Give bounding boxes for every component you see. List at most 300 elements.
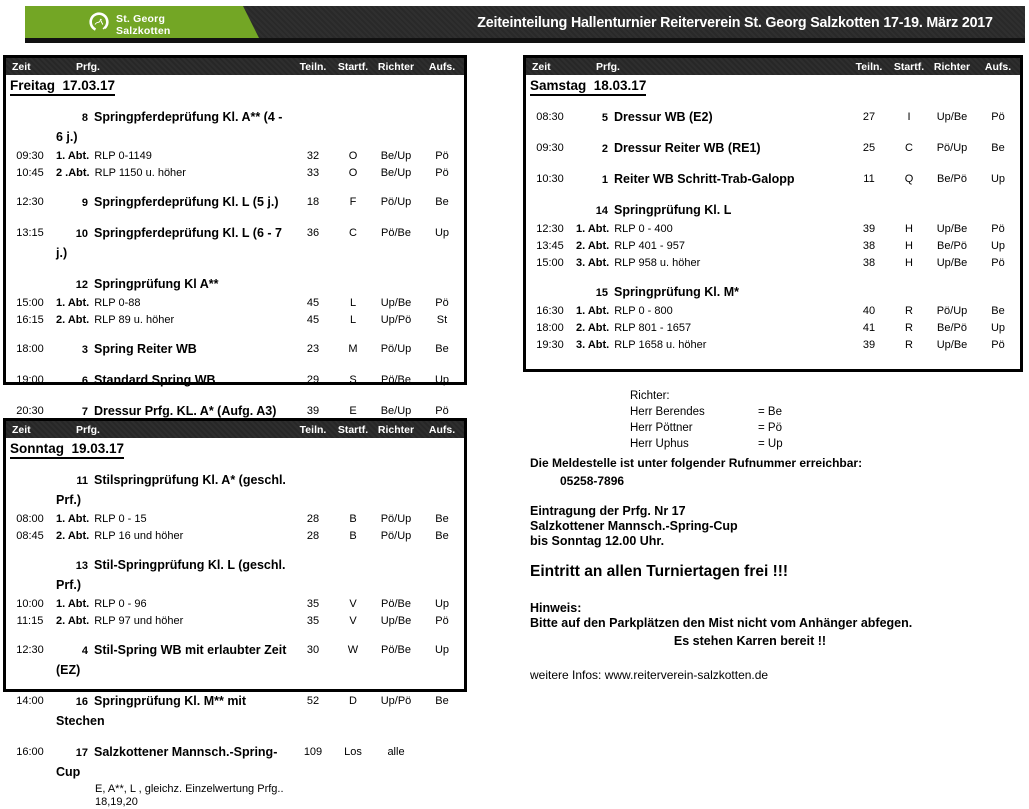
table-row xyxy=(6,596,464,613)
prfg-cell xyxy=(574,303,848,320)
teiln-cell: 41 xyxy=(862,322,876,334)
aufs-cell: Pö xyxy=(435,405,449,417)
aufs-cell: St xyxy=(436,314,448,326)
prfg-text: RLP 958 u. höher xyxy=(614,257,701,269)
prfg-title: Springprüfung Kl A** xyxy=(94,277,219,291)
eintragung-line3: bis Sonntag 12.00 Uhr. xyxy=(530,534,665,548)
table-row xyxy=(526,139,1020,159)
table-row xyxy=(6,692,464,732)
col-prfg: Prfg. xyxy=(76,423,100,436)
club-logo-text xyxy=(116,13,171,37)
prfg-cell xyxy=(54,596,292,613)
aufs-cell: Pö xyxy=(991,111,1005,123)
hinweis-line1: Bitte auf den Parkplätzen den Mist nicht vom Anhänger abfegen. xyxy=(530,616,913,630)
prfg-text: RLP 0-1149 xyxy=(94,150,152,162)
zeit-cell: 09:30 xyxy=(536,142,564,154)
startf-cell: R xyxy=(905,339,913,351)
col-aufs: Aufs. xyxy=(984,60,1012,73)
prfg-cell xyxy=(574,221,848,238)
prfg-text: RLP 0 - 400 xyxy=(614,223,673,235)
prfg-number: 14 xyxy=(595,205,608,217)
richter-cell: Be/Pö xyxy=(937,240,967,252)
zeit-cell: 16:15 xyxy=(16,314,44,326)
prfg-cell xyxy=(54,743,292,809)
prfg-cell xyxy=(574,320,848,337)
zeit-cell: 20:30 xyxy=(16,405,44,417)
zeit-cell: 18:00 xyxy=(16,343,44,355)
prfg-title: Dressur Prfg. KL. A* (Aufg. A3) xyxy=(94,404,277,418)
teiln-cell: 11 xyxy=(863,173,875,185)
aufs-cell: Pö xyxy=(991,223,1005,235)
prfg-number: 12 xyxy=(75,279,88,291)
aufs-cell: Be xyxy=(991,305,1005,317)
table-body xyxy=(526,108,1020,354)
schedule-table-sonntag xyxy=(3,418,467,808)
richter-legend-row xyxy=(630,436,783,452)
richter-cell: Pö/Be xyxy=(381,227,411,239)
richter-name: Herr Uphus xyxy=(630,438,689,450)
richter-code: = Be xyxy=(758,406,782,418)
col-richter: Richter xyxy=(377,60,415,73)
abt-label: 2. Abt. xyxy=(56,314,90,326)
eintritt-note: Eintritt an allen Turniertagen frei !!! xyxy=(530,563,789,580)
table-row xyxy=(6,165,464,182)
teiln-cell: 27 xyxy=(862,111,876,123)
abt-label: 3. Abt. xyxy=(576,257,610,269)
aufs-cell: Pö xyxy=(991,339,1005,351)
aufs-cell: Be xyxy=(435,530,449,542)
day-label-freitag: Freitag 17.03.17 xyxy=(10,78,115,96)
zeit-cell: 13:15 xyxy=(16,227,44,239)
abt-label: 3. Abt. xyxy=(576,339,610,351)
prfg-cell xyxy=(54,471,292,511)
prfg-text: RLP 0 - 800 xyxy=(614,305,673,317)
banner-bottom-strip xyxy=(25,38,1025,43)
richter-cell: Be/Up xyxy=(380,150,412,162)
teiln-cell: 45 xyxy=(306,297,320,309)
startf-cell: V xyxy=(349,615,357,627)
startf-cell: C xyxy=(349,227,357,239)
prfg-cell xyxy=(574,238,848,255)
abt-label: 1. Abt. xyxy=(56,150,90,162)
zeit-cell: 12:30 xyxy=(16,644,44,656)
startf-cell: L xyxy=(349,297,357,309)
prfg-cell xyxy=(54,511,292,528)
startf-cell: H xyxy=(905,257,913,269)
prfg-title: Reiter WB Schritt-Trab-Galopp xyxy=(614,172,795,186)
startf-cell: R xyxy=(905,305,913,317)
teiln-cell: 25 xyxy=(862,142,876,154)
prfg-text: RLP 0 - 15 xyxy=(94,513,147,525)
richter-cell: alle xyxy=(387,746,405,758)
startf-cell: W xyxy=(347,644,359,656)
startf-cell: O xyxy=(348,150,358,162)
startf-cell: V xyxy=(349,598,357,610)
prfg-text: RLP 1658 u. höher xyxy=(614,339,707,351)
teiln-cell: 35 xyxy=(306,598,320,610)
prfg-number: 5 xyxy=(601,112,608,124)
zeit-cell: 16:30 xyxy=(536,305,564,317)
table-row xyxy=(6,528,464,545)
abt-label: 2. Abt. xyxy=(56,615,90,627)
zeit-cell: 12:30 xyxy=(536,223,564,235)
col-prfg: Prfg. xyxy=(76,60,100,73)
header-banner xyxy=(25,6,1025,38)
col-teiln: Teiln. xyxy=(299,60,327,73)
prfg-number: 7 xyxy=(81,406,88,418)
table-row xyxy=(526,337,1020,354)
richter-name: Herr Berendes xyxy=(630,406,705,418)
aufs-cell: Up xyxy=(434,598,450,610)
prfg-cell xyxy=(54,295,292,312)
prfg-cell xyxy=(54,224,292,264)
zeit-cell: 11:15 xyxy=(16,615,44,627)
startf-cell: F xyxy=(349,196,357,208)
table-row xyxy=(6,556,464,596)
richter-legend xyxy=(630,388,783,452)
prfg-cell xyxy=(54,312,292,329)
prfg-title: Stil-Springprüfung Kl. L (geschl. Prf.) xyxy=(56,558,286,592)
prfg-cell xyxy=(54,641,292,681)
teiln-cell: 28 xyxy=(306,513,320,525)
richter-cell: Up/Be xyxy=(936,257,968,269)
col-startf: Startf. xyxy=(337,423,369,436)
richter-cell: Be/Pö xyxy=(937,173,967,185)
zeit-cell: 10:30 xyxy=(536,173,564,185)
zeit-cell: 08:45 xyxy=(16,530,44,542)
prfg-text: RLP 801 - 1657 xyxy=(614,322,692,334)
startf-cell: M xyxy=(348,343,358,355)
table-header xyxy=(6,58,464,75)
table-row xyxy=(6,148,464,165)
prfg-title: Springprüfung Kl. M* xyxy=(614,285,739,299)
richter-cell: Up/Pö xyxy=(380,314,412,326)
prfg-cell xyxy=(54,275,292,295)
prfg-title: Dressur WB (E2) xyxy=(614,110,713,124)
startf-cell: S xyxy=(349,374,357,386)
prfg-cell xyxy=(54,148,292,165)
abt-label: 1. Abt. xyxy=(576,305,610,317)
richter-cell: Pö/Up xyxy=(936,305,968,317)
zeit-cell: 10:45 xyxy=(16,167,44,179)
schedule-table-freitag xyxy=(3,55,467,418)
richter-legend-row xyxy=(630,404,783,420)
prfg-number: 6 xyxy=(81,375,88,387)
teiln-cell: 32 xyxy=(306,150,320,162)
aufs-cell: Up xyxy=(434,644,450,656)
richter-cell: Be/Pö xyxy=(937,322,967,334)
zeit-cell: 15:00 xyxy=(16,297,44,309)
prfg-cell xyxy=(54,613,292,630)
day-label-samstag: Samstag 18.03.17 xyxy=(530,78,646,96)
prfg-title: Stilspringprüfung Kl. A* (geschl. Prf.) xyxy=(56,473,286,507)
prfg-number: 4 xyxy=(81,645,88,657)
prfg-text: RLP 16 und höher xyxy=(94,530,184,542)
weitere-infos: weitere Infos: www.reiterverein-salzkotten.de xyxy=(530,668,769,682)
zeit-cell: 19:30 xyxy=(536,339,564,351)
zeit-cell: 08:00 xyxy=(16,513,44,525)
prfg-title: Springprüfung Kl. M** mit Stechen xyxy=(56,694,247,728)
prfg-cell xyxy=(54,108,292,148)
startf-cell: R xyxy=(905,322,913,334)
table-row xyxy=(526,255,1020,272)
prfg-title: Stil-Spring WB mit erlaubter Zeit (EZ) xyxy=(56,643,287,677)
teiln-cell: 109 xyxy=(303,746,323,758)
col-zeit: Zeit xyxy=(12,423,31,436)
club-name-line1: St. Georg xyxy=(116,12,166,25)
club-logo xyxy=(87,10,171,39)
prfg-text: RLP 89 u. höher xyxy=(94,314,175,326)
teiln-cell: 23 xyxy=(306,343,320,355)
teiln-cell: 40 xyxy=(862,305,876,317)
col-richter: Richter xyxy=(377,423,415,436)
aufs-cell: Up xyxy=(990,173,1006,185)
day-label-sonntag: Sonntag 19.03.17 xyxy=(10,441,124,459)
table-row xyxy=(526,170,1020,190)
horseshoe-rider-icon xyxy=(87,10,111,39)
richter-cell: Be/Up xyxy=(380,167,412,179)
richter-cell: Up/Be xyxy=(936,223,968,235)
table-row xyxy=(6,371,464,391)
zeit-cell: 09:30 xyxy=(16,150,44,162)
abt-label: 1. Abt. xyxy=(56,598,90,610)
zeit-cell: 12:30 xyxy=(16,196,44,208)
startf-cell: L xyxy=(349,314,357,326)
abt-label: 2. Abt. xyxy=(576,322,610,334)
zeit-cell: 16:00 xyxy=(16,746,44,758)
abt-label: 2. Abt. xyxy=(576,240,610,252)
page-title: Zeiteinteilung Hallenturnier Reiterverein St. Georg Salzkotten 17-19. März 2017 xyxy=(477,13,993,31)
teiln-cell: 45 xyxy=(306,314,320,326)
table-row xyxy=(6,511,464,528)
aufs-cell: Pö xyxy=(435,615,449,627)
prfg-cell xyxy=(574,337,848,354)
prfg-title: Spring Reiter WB xyxy=(94,342,197,356)
table-row xyxy=(6,275,464,295)
eintragung-line2: Salzkottener Mannsch.-Spring-Cup xyxy=(530,519,738,533)
table-row xyxy=(6,641,464,681)
richter-cell: Pö/Up xyxy=(380,196,412,208)
startf-cell: H xyxy=(905,223,913,235)
abt-label: 1. Abt. xyxy=(56,297,90,309)
prfg-cell xyxy=(54,556,292,596)
prfg-cell xyxy=(54,193,292,213)
table-row xyxy=(526,303,1020,320)
day-row xyxy=(6,438,464,460)
startf-cell: H xyxy=(905,240,913,252)
col-aufs: Aufs. xyxy=(428,60,456,73)
prfg-number: 3 xyxy=(81,344,88,356)
abt-label: 1. Abt. xyxy=(56,513,90,525)
startf-cell: D xyxy=(349,695,357,707)
richter-cell: Up/Be xyxy=(936,111,968,123)
prfg-title: Springpferdeprüfung Kl. L (6 - 7 j.) xyxy=(56,226,282,260)
richter-code: = Pö xyxy=(758,422,782,434)
meldestelle-note xyxy=(530,456,862,489)
zeit-cell: 08:30 xyxy=(536,111,564,123)
richter-cell: Pö/Up xyxy=(380,343,412,355)
richter-code: = Up xyxy=(758,438,783,450)
richter-cell: Up/Be xyxy=(936,339,968,351)
prfg-number: 11 xyxy=(76,475,88,487)
eintragung-line1: Eintragung der Prfg. Nr 17 xyxy=(530,504,686,518)
richter-cell: Pö/Up xyxy=(380,513,412,525)
prfg-cell xyxy=(574,108,848,128)
teiln-cell: 33 xyxy=(306,167,320,179)
aufs-cell: Be xyxy=(435,513,449,525)
teiln-cell: 38 xyxy=(862,240,876,252)
aufs-cell: Pö xyxy=(435,150,449,162)
table-row xyxy=(6,108,464,148)
abt-label: 2. Abt. xyxy=(56,530,90,542)
prfg-text: RLP 0-88 xyxy=(94,297,141,309)
meldestelle-phone: 05258-7896 xyxy=(560,474,625,488)
startf-cell: C xyxy=(905,142,913,154)
startf-cell: Q xyxy=(904,173,914,185)
prfg-cell xyxy=(574,201,848,221)
aufs-cell: Up xyxy=(990,322,1006,334)
richter-cell: Pö/Be xyxy=(381,598,411,610)
prfg-note: E, A**, L , gleichz. Einzelwertung Prfg.. 18,19,20 xyxy=(95,783,284,808)
startf-cell: B xyxy=(349,530,357,542)
prfg-cell xyxy=(574,139,848,159)
richter-cell: Pö/Up xyxy=(936,142,968,154)
table-row xyxy=(526,221,1020,238)
table-row xyxy=(526,283,1020,303)
teiln-cell: 35 xyxy=(306,615,320,627)
startf-cell: O xyxy=(348,167,358,179)
teiln-cell: 39 xyxy=(306,405,320,417)
col-zeit: Zeit xyxy=(12,60,31,73)
richter-cell: Be/Up xyxy=(380,405,412,417)
col-prfg: Prfg. xyxy=(596,60,620,73)
richter-cell: Up/Be xyxy=(380,615,412,627)
aufs-cell: Be xyxy=(991,142,1005,154)
club-name-line2: Salzkotten xyxy=(116,24,171,37)
prfg-number: 13 xyxy=(75,560,88,572)
table-row xyxy=(526,108,1020,128)
col-teiln: Teiln. xyxy=(299,423,327,436)
teiln-cell: 39 xyxy=(862,223,876,235)
col-startf: Startf. xyxy=(337,60,369,73)
zeit-cell: 15:00 xyxy=(536,257,564,269)
richter-cell: Pö/Be xyxy=(381,374,411,386)
table-row xyxy=(526,238,1020,255)
prfg-number: 15 xyxy=(595,287,608,299)
richter-cell: Up/Pö xyxy=(380,695,412,707)
schedule-table-samstag xyxy=(523,55,1023,372)
table-row xyxy=(6,224,464,264)
prfg-cell xyxy=(54,371,292,391)
prfg-cell xyxy=(574,170,848,190)
prfg-text: RLP 401 - 957 xyxy=(614,240,685,252)
prfg-cell xyxy=(54,528,292,545)
table-row xyxy=(6,295,464,312)
zeit-cell: 14:00 xyxy=(16,695,44,707)
table-row xyxy=(526,320,1020,337)
aufs-cell: Up xyxy=(434,227,450,239)
col-startf: Startf. xyxy=(893,60,925,73)
eintragung-note xyxy=(530,504,738,549)
abt-label: 2 .Abt. xyxy=(56,167,90,179)
table-row xyxy=(6,613,464,630)
richter-name: Herr Pöttner xyxy=(630,422,693,434)
prfg-title: Salzkottener Mannsch.-Spring-Cup xyxy=(56,745,278,779)
startf-cell: E xyxy=(349,405,357,417)
table-body xyxy=(6,108,464,422)
prfg-number: 16 xyxy=(75,696,88,708)
table-row xyxy=(6,471,464,511)
prfg-title: Springpferdeprüfung Kl. A** (4 - 6 j.) xyxy=(56,110,283,144)
aufs-cell: Pö xyxy=(435,167,449,179)
col-zeit: Zeit xyxy=(532,60,551,73)
aufs-cell: Pö xyxy=(435,297,449,309)
prfg-cell xyxy=(574,255,848,272)
hinweis-title: Hinweis: xyxy=(530,601,582,615)
day-row xyxy=(526,75,1020,97)
zeit-cell: 13:45 xyxy=(536,240,564,252)
richter-cell: Up/Be xyxy=(380,297,412,309)
teiln-cell: 18 xyxy=(306,196,320,208)
abt-label: 1. Abt. xyxy=(576,223,610,235)
teiln-cell: 29 xyxy=(306,374,320,386)
startf-cell: Los xyxy=(344,746,362,758)
table-header xyxy=(6,421,464,438)
prfg-text: RLP 1150 u. höher xyxy=(94,167,186,179)
prfg-cell xyxy=(54,165,292,182)
table-row xyxy=(6,193,464,213)
table-row xyxy=(6,340,464,360)
teiln-cell: 38 xyxy=(862,257,876,269)
prfg-title: Standard Spring WB xyxy=(94,373,216,387)
teiln-cell: 30 xyxy=(306,644,320,656)
prfg-number: 10 xyxy=(75,228,88,240)
zeit-cell: 18:00 xyxy=(536,322,564,334)
prfg-cell xyxy=(54,340,292,360)
table-row xyxy=(6,743,464,809)
prfg-title: Springpferdeprüfung Kl. L (5 j.) xyxy=(94,195,279,209)
prfg-number: 9 xyxy=(81,197,88,209)
startf-cell: I xyxy=(907,111,911,123)
meldestelle-line: Die Meldestelle ist unter folgender Rufnummer erreichbar: xyxy=(530,456,863,470)
zeit-cell: 19:00 xyxy=(16,374,44,386)
prfg-text: RLP 0 - 96 xyxy=(94,598,147,610)
table-header xyxy=(526,58,1020,75)
richter-legend-row xyxy=(630,420,783,436)
prfg-number: 8 xyxy=(81,112,88,124)
col-richter: Richter xyxy=(933,60,971,73)
aufs-cell: Be xyxy=(435,343,449,355)
prfg-number: 2 xyxy=(601,143,608,155)
col-teiln: Teiln. xyxy=(855,60,883,73)
hinweis-note xyxy=(530,601,1000,649)
prfg-number: 1 xyxy=(601,174,608,186)
prfg-cell xyxy=(54,692,292,732)
teiln-cell: 28 xyxy=(306,530,320,542)
table-row xyxy=(526,201,1020,221)
prfg-cell xyxy=(574,283,848,303)
prfg-title: Springprüfung Kl. L xyxy=(614,203,732,217)
teiln-cell: 52 xyxy=(306,695,320,707)
aufs-cell: Up xyxy=(990,240,1006,252)
prfg-title: Dressur Reiter WB (RE1) xyxy=(614,141,761,155)
aufs-cell: Be xyxy=(435,196,449,208)
aufs-cell: Be xyxy=(435,695,449,707)
aufs-cell: Up xyxy=(434,374,450,386)
startf-cell: B xyxy=(349,513,357,525)
hinweis-line2: Es stehen Karren bereit !! xyxy=(673,634,827,648)
richter-legend-title: Richter: xyxy=(630,390,670,402)
